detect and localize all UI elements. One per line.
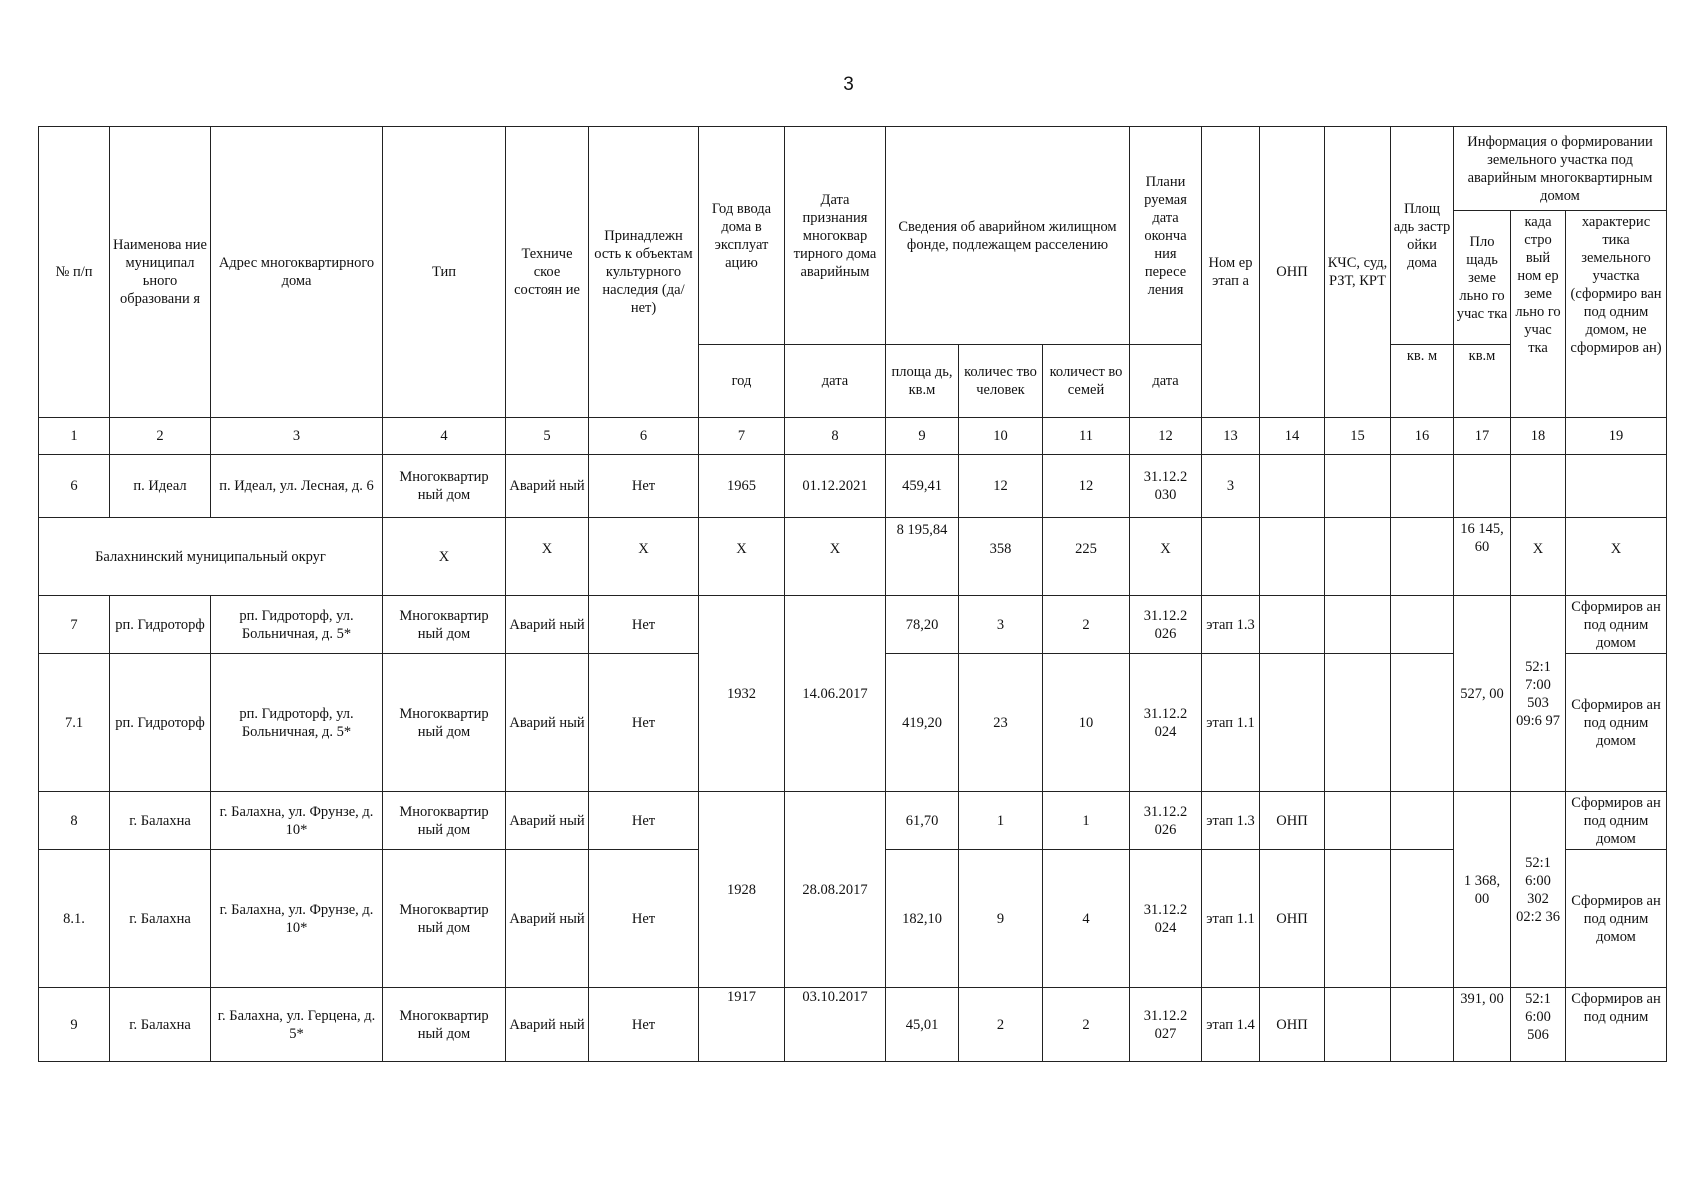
column-number: 6 (589, 418, 699, 455)
onp: ОНП (1260, 850, 1325, 988)
address: п. Идеал, ул. Лесная, д. 6 (211, 455, 383, 518)
table-row (39, 792, 1667, 850)
onp (1260, 455, 1325, 518)
subheader-people: количес тво человек (959, 345, 1043, 418)
cadastre (1511, 455, 1566, 518)
municipality: п. Идеал (110, 455, 211, 518)
header-row-top (39, 127, 1667, 211)
header-onp: ОНП (1260, 127, 1325, 418)
address: рп. Гидроторф, ул. Больничная, д. 5* (211, 596, 383, 654)
page-number: 3 (843, 74, 854, 95)
family-count: 2 (1043, 596, 1130, 654)
header-stage: Ном ер этап а (1202, 127, 1260, 418)
planned-end-date: 31.12.2 024 (1130, 654, 1202, 792)
onp: ОНП (1260, 988, 1325, 1062)
row-number: 8 (39, 792, 110, 850)
tech-state: Аварий ный (506, 654, 589, 792)
land-area: 16 145, 60 (1454, 518, 1511, 596)
header-address: Адрес многоквартирного дома (211, 127, 383, 418)
column-numbers-row (39, 418, 1667, 455)
header-land-character: характерис тика земельного участка (сформиро ван под одним домом, не сформиров ан) (1566, 211, 1667, 418)
land-area: 1 368, 00 (1454, 792, 1511, 988)
house-type: Многоквартир ный дом (383, 850, 506, 988)
subheader-area: площа дь, кв.м (886, 345, 959, 418)
column-number: 13 (1202, 418, 1260, 455)
stage: 3 (1202, 455, 1260, 518)
family-count: 10 (1043, 654, 1130, 792)
municipality: г. Балахна (110, 792, 211, 850)
family-count: 4 (1043, 850, 1130, 988)
address: г. Балахна, ул. Фрунзе, д. 10* (211, 850, 383, 988)
people-count: 358 (959, 518, 1043, 596)
address: рп. Гидроторф, ул. Больничная, д. 5* (211, 654, 383, 792)
recognition-date: 01.12.2021 (785, 455, 886, 518)
column-number: 2 (110, 418, 211, 455)
stage: этап 1.3 (1202, 792, 1260, 850)
column-number: 18 (1511, 418, 1566, 455)
subheader-families: количест во семей (1043, 345, 1130, 418)
column-number: 16 (1391, 418, 1454, 455)
header-kchs: КЧС, суд, РЗТ, КРТ (1325, 127, 1391, 418)
district-name: Балахнинский муниципальный округ (39, 518, 383, 596)
building-area (1391, 455, 1454, 518)
land-character: Сформиров ан под одним домом (1566, 596, 1667, 654)
subheader-year: год (699, 345, 785, 418)
recognition-date: 14.06.2017 (785, 596, 886, 792)
address: г. Балахна, ул. Фрунзе, д. 10* (211, 792, 383, 850)
row-number: 7 (39, 596, 110, 654)
subheader-building-area-unit: кв. м (1391, 345, 1454, 418)
column-number: 12 (1130, 418, 1202, 455)
row-number: 9 (39, 988, 110, 1062)
municipality: г. Балахна (110, 988, 211, 1062)
kchs (1325, 988, 1391, 1062)
land-character: Х (1566, 518, 1667, 596)
building-area (1391, 850, 1454, 988)
column-number: 9 (886, 418, 959, 455)
table-row (39, 596, 1667, 654)
land-area: 391, 00 (1454, 988, 1511, 1062)
header-building-area: Площ адь застр ойки дома (1391, 127, 1454, 345)
tech-state: Аварий ный (506, 988, 589, 1062)
header-col-number: № п/п (39, 127, 110, 418)
tech-state: Х (506, 518, 589, 596)
column-number: 14 (1260, 418, 1325, 455)
people-count: 9 (959, 850, 1043, 988)
tech-state: Аварий ный (506, 792, 589, 850)
people-count: 3 (959, 596, 1043, 654)
emergency-housing-table (38, 126, 1667, 1062)
land-character: Сформиров ан под одним домом (1566, 654, 1667, 792)
house-type: Многоквартир ный дом (383, 455, 506, 518)
subheader-land-area-unit: кв.м (1454, 345, 1511, 418)
family-count: 2 (1043, 988, 1130, 1062)
heritage: Х (589, 518, 699, 596)
recognition-date: 03.10.2017 (785, 988, 886, 1062)
table-row (39, 455, 1667, 518)
building-area (1391, 518, 1454, 596)
onp: ОНП (1260, 792, 1325, 850)
land-character: Сформиров ан под одним домом (1566, 792, 1667, 850)
header-year: Год ввода дома в эксплуат ацию (699, 127, 785, 345)
planned-end-date: 31.12.2 026 (1130, 792, 1202, 850)
subheader-date: дата (785, 345, 886, 418)
column-number: 10 (959, 418, 1043, 455)
year: 1932 (699, 596, 785, 792)
year: 1917 (699, 988, 785, 1062)
family-count: 12 (1043, 455, 1130, 518)
municipality: рп. Гидроторф (110, 654, 211, 792)
people-count: 23 (959, 654, 1043, 792)
recognition-date: 28.08.2017 (785, 792, 886, 988)
table-row (39, 988, 1667, 1062)
column-number: 17 (1454, 418, 1511, 455)
row-number: 8.1. (39, 850, 110, 988)
header-tech-state: Техниче ское состоян ие (506, 127, 589, 418)
planned-end-date: 31.12.2 027 (1130, 988, 1202, 1062)
area: 459,41 (886, 455, 959, 518)
header-land-area: Пло щадь земе льно го учас тка (1454, 211, 1511, 345)
land-character (1566, 455, 1667, 518)
header-date-recognition: Дата признания многоквар тирного дома аварийным (785, 127, 886, 345)
column-number: 7 (699, 418, 785, 455)
planned-end-date: Х (1130, 518, 1202, 596)
district-total-row (39, 518, 1667, 596)
column-number: 19 (1566, 418, 1667, 455)
land-area: 527, 00 (1454, 596, 1511, 792)
heritage: Нет (589, 988, 699, 1062)
tech-state: Аварий ный (506, 850, 589, 988)
year: Х (699, 518, 785, 596)
onp (1260, 518, 1325, 596)
building-area (1391, 654, 1454, 792)
heritage: Нет (589, 850, 699, 988)
house-type: Многоквартир ный дом (383, 988, 506, 1062)
municipality: г. Балахна (110, 850, 211, 988)
column-number: 1 (39, 418, 110, 455)
kchs (1325, 654, 1391, 792)
house-type: Многоквартир ный дом (383, 654, 506, 792)
area: 45,01 (886, 988, 959, 1062)
kchs (1325, 518, 1391, 596)
people-count: 2 (959, 988, 1043, 1062)
area: 8 195,84 (886, 518, 959, 596)
kchs (1325, 792, 1391, 850)
header-cadastre: када стро вый ном ер земе льно го учас тка (1511, 211, 1566, 418)
planned-end-date: 31.12.2 030 (1130, 455, 1202, 518)
stage (1202, 518, 1260, 596)
heritage: Нет (589, 654, 699, 792)
cadastre: 52:1 6:00 302 02:2 36 (1511, 792, 1566, 988)
header-planned-date: Плани руемая дата оконча ния пересе ления (1130, 127, 1202, 345)
house-type: Многоквартир ный дом (383, 792, 506, 850)
header-emergency-fund: Сведения об аварийном жилищном фонде, подлежащем расселению (886, 127, 1130, 345)
address: г. Балахна, ул. Герцена, д. 5* (211, 988, 383, 1062)
heritage: Нет (589, 455, 699, 518)
cadastre: 52:1 7:00 503 09:6 97 (1511, 596, 1566, 792)
house-type: Многоквартир ный дом (383, 596, 506, 654)
column-number: 4 (383, 418, 506, 455)
planned-end-date: 31.12.2 026 (1130, 596, 1202, 654)
column-number: 5 (506, 418, 589, 455)
kchs (1325, 596, 1391, 654)
area: 182,10 (886, 850, 959, 988)
land-area (1454, 455, 1511, 518)
kchs (1325, 455, 1391, 518)
area: 78,20 (886, 596, 959, 654)
stage: этап 1.1 (1202, 850, 1260, 988)
building-area (1391, 596, 1454, 654)
stage: этап 1.3 (1202, 596, 1260, 654)
building-area (1391, 988, 1454, 1062)
area: 419,20 (886, 654, 959, 792)
heritage: Нет (589, 792, 699, 850)
heritage: Нет (589, 596, 699, 654)
column-number: 15 (1325, 418, 1391, 455)
recognition-date: Х (785, 518, 886, 596)
stage: этап 1.1 (1202, 654, 1260, 792)
column-number: 3 (211, 418, 383, 455)
stage: этап 1.4 (1202, 988, 1260, 1062)
building-area (1391, 792, 1454, 850)
land-character: Сформиров ан под одним домом (1566, 850, 1667, 988)
header-municipality: Наименова ние муниципал ьного образовани я (110, 127, 211, 418)
onp (1260, 654, 1325, 792)
cadastre: 52:1 6:00 506 (1511, 988, 1566, 1062)
header-heritage: Принадлежн ость к объектам культурного наследия (да/нет) (589, 127, 699, 418)
column-number: 11 (1043, 418, 1130, 455)
house-type: Х (383, 518, 506, 596)
area: 61,70 (886, 792, 959, 850)
planned-end-date: 31.12.2 024 (1130, 850, 1202, 988)
row-number: 7.1 (39, 654, 110, 792)
cadastre: Х (1511, 518, 1566, 596)
column-number: 8 (785, 418, 886, 455)
header-land-info: Информация о формировании земельного участка под аварийным многоквартирным домом (1454, 127, 1667, 211)
municipality: рп. Гидроторф (110, 596, 211, 654)
people-count: 1 (959, 792, 1043, 850)
family-count: 1 (1043, 792, 1130, 850)
tech-state: Аварий ный (506, 596, 589, 654)
subheader-end-date: дата (1130, 345, 1202, 418)
family-count: 225 (1043, 518, 1130, 596)
header-type: Тип (383, 127, 506, 418)
year: 1965 (699, 455, 785, 518)
tech-state: Аварий ный (506, 455, 589, 518)
land-character: Сформиров ан под одним (1566, 988, 1667, 1062)
year: 1928 (699, 792, 785, 988)
row-number: 6 (39, 455, 110, 518)
onp (1260, 596, 1325, 654)
people-count: 12 (959, 455, 1043, 518)
kchs (1325, 850, 1391, 988)
